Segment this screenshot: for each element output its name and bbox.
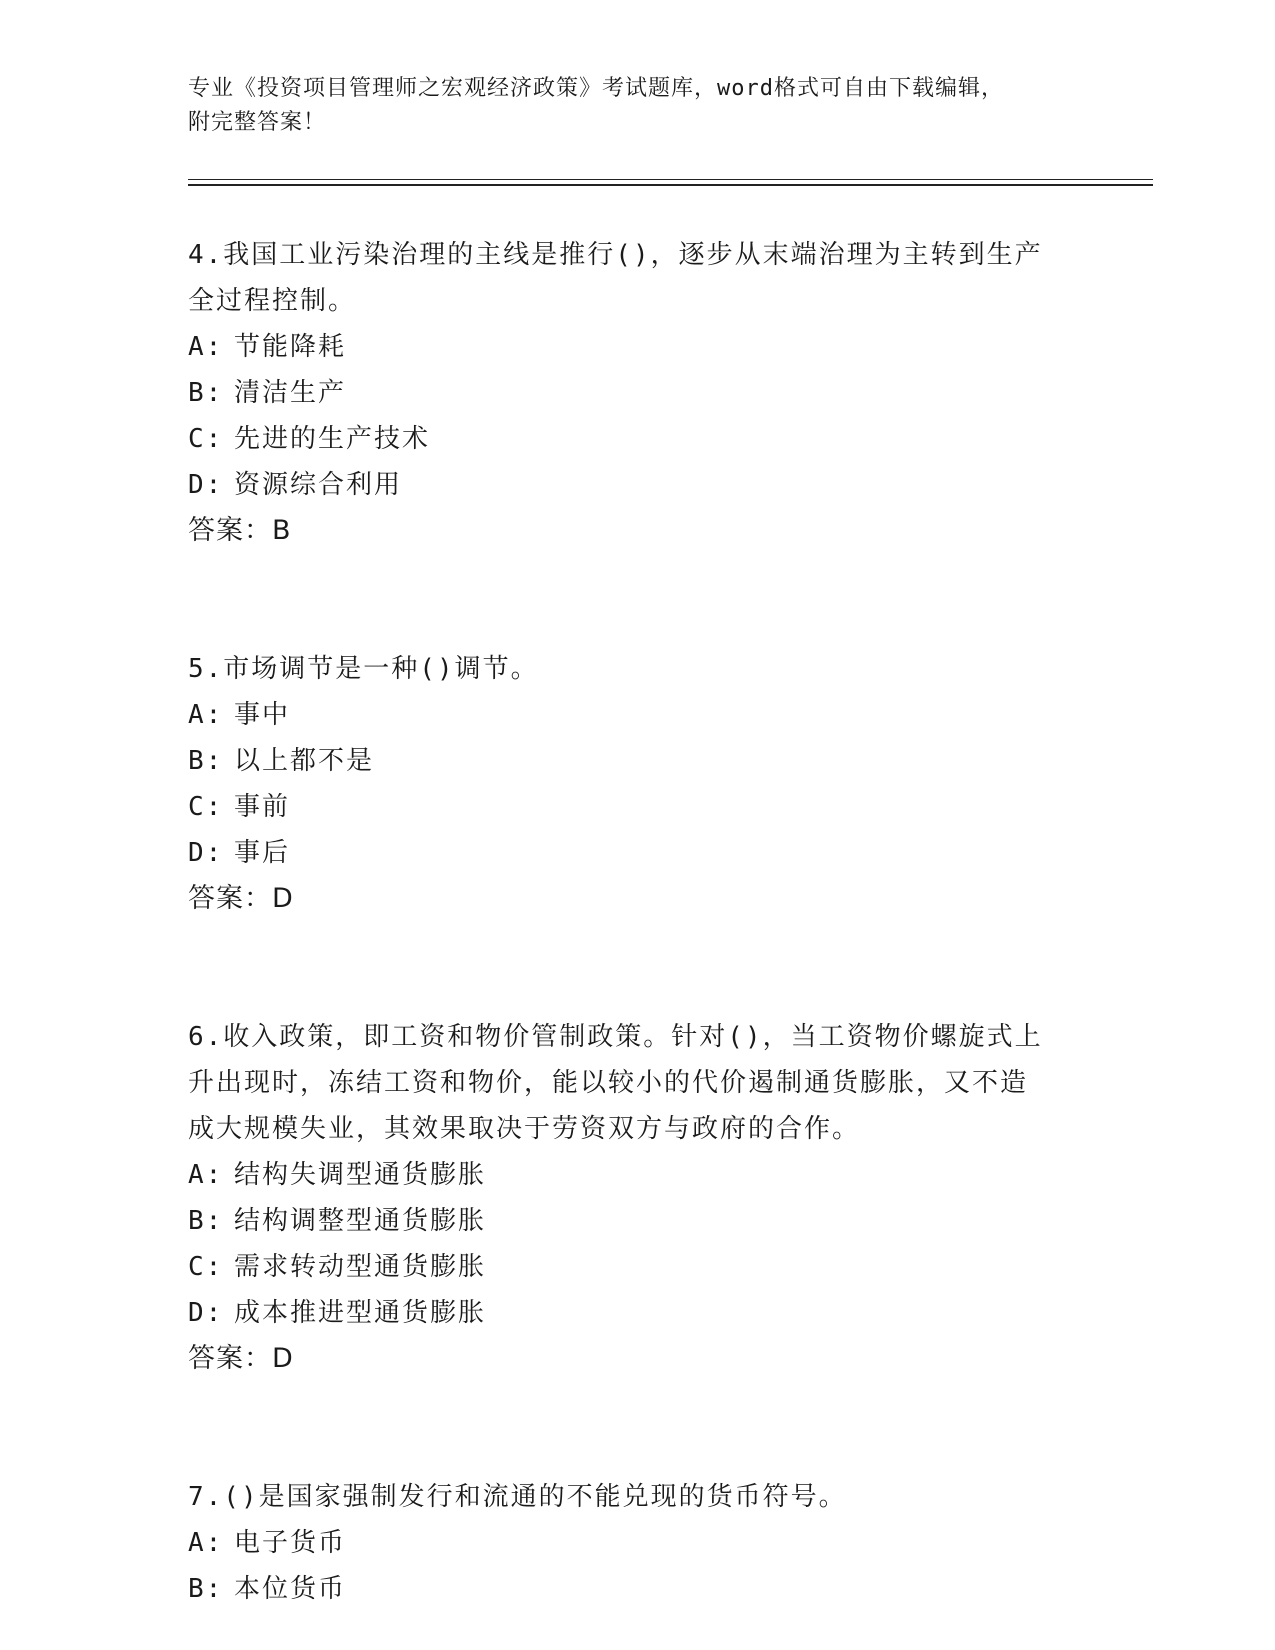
option-letter: D: bbox=[188, 838, 224, 868]
question-text: 6.收入政策，即工资和物价管制政策。针对()，当工资物价螺旋式上 bbox=[188, 1022, 1043, 1052]
option-text: 先进的生产技术 bbox=[234, 424, 431, 454]
header-line-2: 附完整答案！ bbox=[188, 110, 327, 135]
answer-label: 答案：D bbox=[188, 883, 294, 914]
option-b bbox=[188, 1566, 1068, 1612]
option-b bbox=[188, 1198, 1068, 1244]
question-list bbox=[188, 232, 1068, 1612]
option-a bbox=[188, 324, 1068, 370]
question-spacer bbox=[188, 554, 1068, 646]
option-d bbox=[188, 462, 1068, 508]
option-letter: B: bbox=[188, 378, 224, 408]
option-text: 结构调整型通货膨胀 bbox=[234, 1206, 487, 1236]
option-letter: A: bbox=[188, 332, 224, 362]
option-letter: C: bbox=[188, 424, 224, 454]
option-d bbox=[188, 830, 1068, 876]
option-letter: A: bbox=[188, 1528, 224, 1558]
question-text: 7.()是国家强制发行和流通的不能兑现的货币符号。 bbox=[188, 1482, 847, 1512]
header-line-1: 专业《投资项目管理师之宏观经济政策》考试题库，word格式可自由下载编辑， bbox=[188, 76, 1004, 101]
option-letter: C: bbox=[188, 1252, 224, 1282]
option-text: 事前 bbox=[234, 792, 291, 822]
option-letter: B: bbox=[188, 1574, 224, 1604]
question-5 bbox=[188, 646, 1068, 922]
option-text: 资源综合利用 bbox=[234, 470, 403, 500]
option-letter: D: bbox=[188, 470, 224, 500]
option-text: 结构失调型通货膨胀 bbox=[234, 1160, 487, 1190]
option-text: 节能降耗 bbox=[234, 332, 347, 362]
option-letter: C: bbox=[188, 792, 224, 822]
option-letter: B: bbox=[188, 1206, 224, 1236]
answer-label: 答案：B bbox=[188, 515, 292, 546]
question-text: 5.市场调节是一种()调节。 bbox=[188, 654, 539, 684]
question-spacer bbox=[188, 1382, 1068, 1474]
question-text: 4.我国工业污染治理的主线是推行()，逐步从末端治理为主转到生产 bbox=[188, 240, 1043, 270]
option-text: 需求转动型通货膨胀 bbox=[234, 1252, 487, 1282]
option-text: 电子货币 bbox=[234, 1528, 347, 1558]
option-a bbox=[188, 692, 1068, 738]
question-text: 升出现时，冻结工资和物价，能以较小的代价遏制通货膨胀，又不造 bbox=[188, 1068, 1029, 1098]
option-text: 以上都不是 bbox=[234, 746, 375, 776]
question-text: 成大规模失业，其效果取决于劳资双方与政府的合作。 bbox=[188, 1114, 861, 1144]
option-text: 成本推进型通货膨胀 bbox=[234, 1298, 487, 1328]
question-spacer bbox=[188, 922, 1068, 1014]
option-c bbox=[188, 416, 1068, 462]
option-a bbox=[188, 1152, 1068, 1198]
option-text: 事后 bbox=[234, 838, 291, 868]
option-a bbox=[188, 1520, 1068, 1566]
option-text: 本位货币 bbox=[234, 1574, 347, 1604]
option-c bbox=[188, 1244, 1068, 1290]
option-b bbox=[188, 738, 1068, 784]
option-letter: A: bbox=[188, 1160, 224, 1190]
header-divider-top bbox=[188, 179, 1153, 180]
option-text: 清洁生产 bbox=[234, 378, 347, 408]
option-d bbox=[188, 1290, 1068, 1336]
option-letter: A: bbox=[188, 700, 224, 730]
answer-label: 答案：D bbox=[188, 1343, 294, 1374]
option-letter: B: bbox=[188, 746, 224, 776]
option-b bbox=[188, 370, 1068, 416]
option-letter: D: bbox=[188, 1298, 224, 1328]
question-text: 全过程控制。 bbox=[188, 286, 357, 316]
question-6 bbox=[188, 1014, 1068, 1382]
question-4 bbox=[188, 232, 1068, 554]
option-c bbox=[188, 784, 1068, 830]
header-divider-bottom bbox=[188, 184, 1153, 186]
document-header bbox=[188, 72, 1068, 140]
question-7 bbox=[188, 1474, 1068, 1612]
option-text: 事中 bbox=[234, 700, 291, 730]
